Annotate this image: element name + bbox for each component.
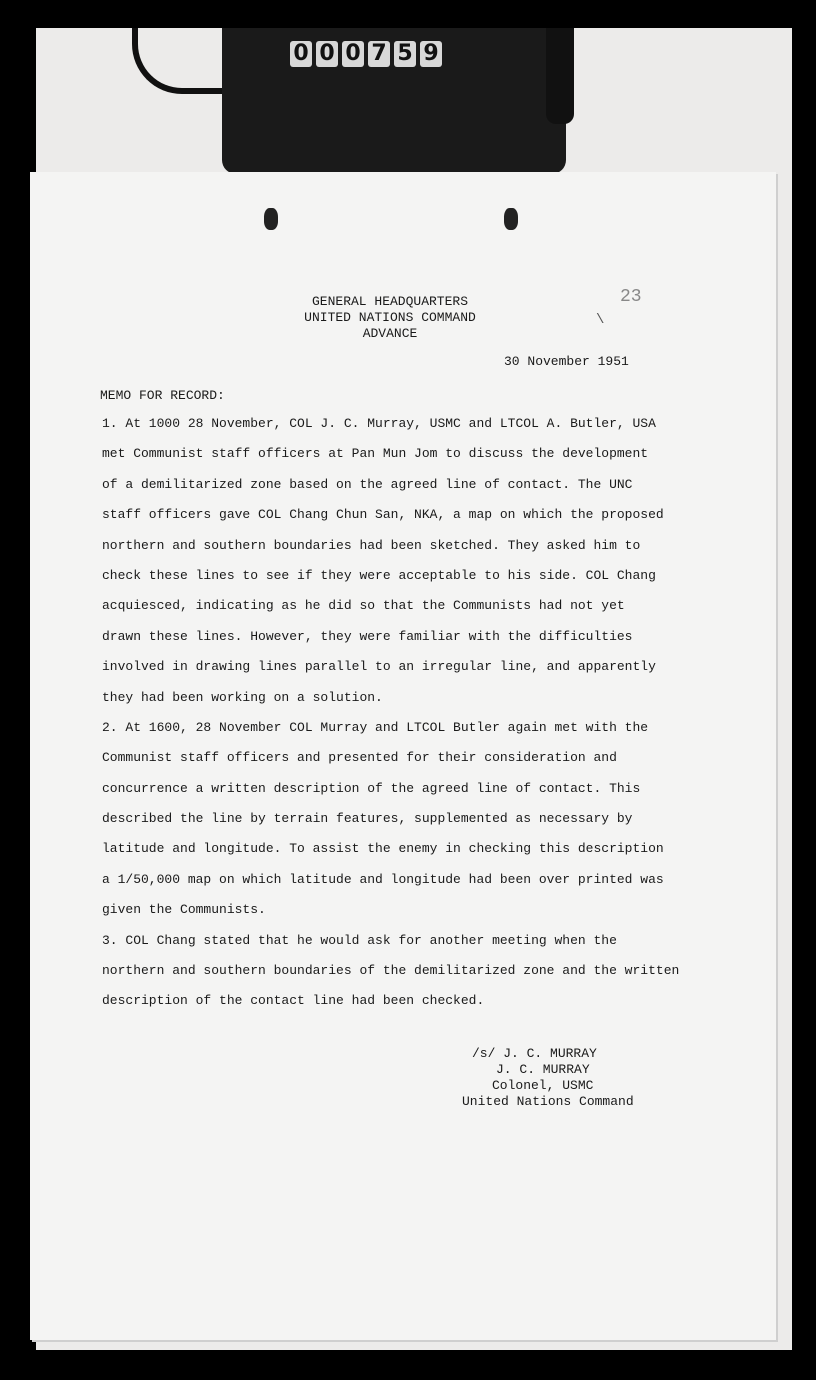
page-number: 23 xyxy=(620,287,642,307)
body-line: description of the contact line had been checked. xyxy=(102,993,485,1009)
punch-hole-icon xyxy=(264,208,278,230)
body-line: latitude and longitude. To assist the enemy in checking this description xyxy=(102,841,664,857)
heading-line: GENERAL HEADQUARTERS xyxy=(311,294,469,309)
letterhead xyxy=(260,294,520,342)
body-line: acquiesced, indicating as he did so that the Communists had not yet xyxy=(102,598,625,614)
counter-digit: 5 xyxy=(394,41,416,67)
document-page xyxy=(30,172,776,1340)
body-line: involved in drawing lines parallel to an irregular line, and apparently xyxy=(102,659,656,675)
body-line: 1. At 1000 28 November, COL J. C. Murray, USMC and LTCOL A. Butler, USA xyxy=(102,416,656,431)
body-line: 3. COL Chang stated that he would ask for another meeting when the xyxy=(102,932,617,948)
signature-rank: Colonel, USMC xyxy=(492,1078,594,1093)
body-line: met Communist staff officers at Pan Mun Jom to discuss the development xyxy=(102,446,649,462)
signature-name: J. C. MURRAY xyxy=(496,1062,590,1077)
frame-counter xyxy=(290,40,442,68)
body-line: given the Communists. xyxy=(102,902,266,918)
counter-digit: 0 xyxy=(290,41,312,67)
memo-body xyxy=(102,416,702,1024)
signature-command: United Nations Command xyxy=(462,1094,634,1109)
heading-line: UNITED NATIONS COMMAND xyxy=(304,310,476,325)
counter-digit: 0 xyxy=(342,41,364,67)
counter-digit: 9 xyxy=(420,41,442,67)
body-line: concurrence a written description of the agreed line of contact. This xyxy=(102,780,641,796)
body-line: northern and southern boundaries had been sketched. They asked him to xyxy=(102,537,641,553)
body-line: 2. At 1600, 28 November COL Murray and LTCOL Butler again met with the xyxy=(102,719,649,735)
document-date: 30 November 1951 xyxy=(504,354,629,369)
body-line: a 1/50,000 map on which latitude and longitude had been over printed was xyxy=(102,871,664,887)
body-line: of a demilitarized zone based on the agreed line of contact. The UNC xyxy=(102,476,633,492)
heading-line: ADVANCE xyxy=(362,326,418,341)
counter-knob xyxy=(546,28,574,124)
check-mark: \ xyxy=(596,312,605,328)
body-line: described the line by terrain features, supplemented as necessary by xyxy=(102,811,633,827)
memo-heading: MEMO FOR RECORD: xyxy=(100,388,225,403)
body-line: check these lines to see if they were acceptable to his side. COL Chang xyxy=(102,567,656,583)
body-line: staff officers gave COL Chang Chun San, NKA, a map on which the proposed xyxy=(102,507,664,523)
signature-signed: /s/ J. C. MURRAY xyxy=(472,1046,597,1061)
body-line: drawn these lines. However, they were familiar with the difficulties xyxy=(102,628,633,644)
body-line: Communist staff officers and presented for their consideration and xyxy=(102,750,617,766)
counter-digit: 0 xyxy=(316,41,338,67)
body-line: northern and southern boundaries of the demilitarized zone and the written xyxy=(102,963,680,979)
body-line: they had been working on a solution. xyxy=(102,689,383,705)
punch-hole-icon xyxy=(504,208,518,230)
counter-digit: 7 xyxy=(368,41,390,67)
signature-block xyxy=(462,1046,634,1110)
